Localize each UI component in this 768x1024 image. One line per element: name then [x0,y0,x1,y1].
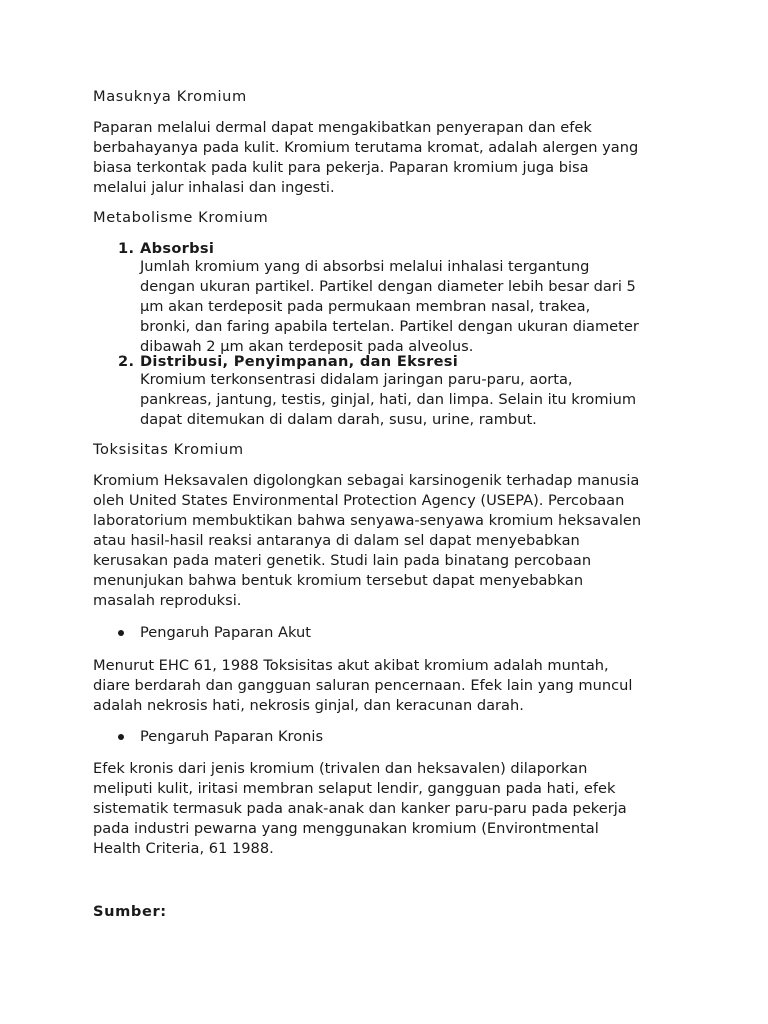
paragraph-akut: Menurut EHC 61, 1988 Toksisitas akut akibat kromium adalah muntah, diare berdarah dan gangguan saluran pencernaan. Efek lain yang muncul adalah nekrosis hati, nekrosis ginjal, dan keracunan darah. [93,657,633,714]
heading-metabolisme-kromium: Metabolisme Kromium [93,209,269,226]
heading-toksisitas-kromium: Toksisitas Kromium [93,441,244,458]
list-number: 1. [118,240,135,257]
metabolisme-list-continued [93,353,693,430]
list-item-title: Absorbsi [140,240,215,257]
list-number: 2. [118,353,135,370]
bullet-item-kronis [93,727,693,747]
paragraph-kronis: Efek kronis dari jenis kromium (trivalen dan heksavalen) dilaporkan meliputi kulit, iritasi membran selaput lendir, gangguan pada hati, efek sistematik termasuk pada anak-anak dan kanker paru-paru pada pekerja pada industri pewarna yang menggunakan kromium (Environtmental Health Criteria, 61 1988. [93,760,627,857]
heading-masuknya-kromium: Masuknya Kromium [93,88,247,105]
list-item-title: Distribusi, Penyimpanan, dan Eksresi [140,353,459,370]
metabolisme-list [93,240,693,357]
bullet-text: Pengaruh Paparan Akut [140,624,311,641]
list-item-body: Jumlah kromium yang di absorbsi melalui inhalasi tergantung dengan ukuran partikel. Partikel dengan diameter lebih besar dari 5 μm akan terdeposit pada permukaan membran nasal, trakea, bronki, dan faring apabila tertelan. Partikel dengan ukuran diameter dibawah 2 μm akan terdeposit pada alveolus. [140,258,639,355]
bullet-dot [118,630,124,636]
paragraph-toksisitas: Kromium Heksavalen digolongkan sebagai karsinogenik terhadap manusia oleh United States Environmental Protection Agency (USEPA). Percobaan laboratorium membuktikan bahwa senyawa-senyawa kromium heksavalen atau hasil-hasil reaksi antaranya di dalam sel dapat menyebabkan kerusakan pada materi genetik. Studi lain pada binatang percobaan menunjukan bahwa bentuk kromium tersebut dapat menyebabkan masalah reproduksi. [93,472,642,609]
bullet-dot [118,734,124,740]
bullet-item-akut [93,623,693,643]
bullet-text: Pengaruh Paparan Kronis [140,728,324,745]
list-item-body: Kromium terkonsentrasi didalam jaringan paru-paru, aorta, pankreas, jantung, testis, ginjal, hati, dan limpa. Selain itu kromium dapat ditemukan di dalam darah, susu, urine, rambut. [140,371,637,428]
paragraph-masuknya: Paparan melalui dermal dapat mengakibatkan penyerapan dan efek berbahayanya pada kulit. Kromium terutama kromat, adalah alergen yang biasa terkontak pada kulit para pekerja. Paparan kromium juga bisa melalui jalur inhalasi dan ingesti. [93,119,639,196]
heading-sumber: Sumber: [93,903,167,920]
list-item-absorbsi [93,240,693,357]
list-item-distribusi [93,353,693,430]
